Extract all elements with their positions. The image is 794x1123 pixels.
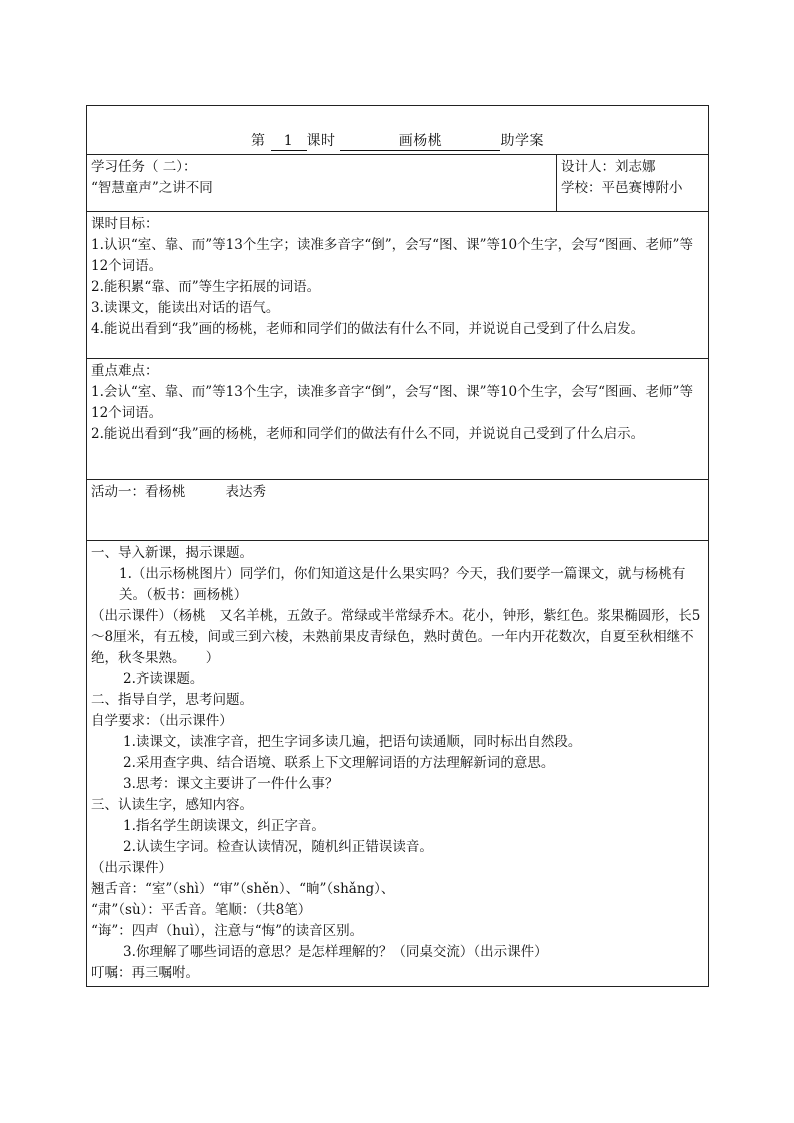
body-line: 1.指名学生朗读课文，纠正字音。 — [123, 818, 325, 834]
goal-item: 1.认识“室、靠、而”等13个生字；读准多音字“倒”，会写“图、课”等10个生字，会写“图画、老师”等12个词语。 — [91, 237, 693, 274]
activity-heading — [91, 482, 704, 503]
activity-label: 活动一：看杨桃 — [91, 484, 186, 500]
key-points-cell — [87, 359, 709, 480]
title-suffix: 助学案 — [500, 133, 544, 149]
lesson-number: 1 — [271, 132, 307, 151]
body-line: “肃”（sù）：平舌音。笔顺：（共8笔） — [91, 902, 312, 918]
body-line: （出示课件）（杨桃 又名羊桃，五敛子。常绿或半常绿乔木。花小，钟形，紫红色。浆果椭圆形，长5～8厘米，有五棱，间或三到六棱，未熟前果皮青绿色，熟时黄色。一年内开花数次，自夏至秋相继不绝，秋冬果熟。 ） — [91, 608, 701, 666]
key-point-item: 1.会认“室、靠、而”等13个生字，读准多音字“倒”，会写“图、课”等10个生字，会写“图画、老师”等12个词语。 — [91, 384, 693, 421]
activity-row — [87, 480, 709, 541]
key-points-heading: 重点难点： — [91, 363, 159, 379]
body-line: 1.（出示杨桃图片）同学们，你们知道这是什么果实吗？今天，我们要学一篇课文，就与杨桃有关。（板书：画杨桃） — [119, 566, 686, 603]
task-name: “智慧童声”之讲不同 — [91, 180, 213, 196]
body-line: （出示课件） — [91, 860, 172, 876]
body-line: 叮嘱：再三嘱咐。 — [91, 965, 199, 981]
goal-item: 4.能说出看到“我”画的杨桃，老师和同学们的做法有什么不同，并说说自己受到了什么启发。 — [91, 321, 645, 337]
body-lines — [91, 543, 704, 984]
activity-cell — [87, 480, 709, 541]
body-row — [87, 541, 709, 987]
body-line: 2.认读生字词。检查认读情况，随机纠正错误读音。 — [123, 839, 433, 855]
body-line: 3.思考：课文主要讲了一件什么事？ — [123, 776, 339, 792]
body-line: “诲”：四声（huì），注意与“悔”的读音区别。 — [91, 923, 364, 939]
lesson-title: 画杨桃 — [340, 132, 500, 151]
goals-cell — [87, 212, 709, 359]
goal-item: 2.能积累“靠、而”等生字拓展的词语。 — [91, 279, 321, 295]
task-row — [87, 155, 709, 212]
body-line: 翘舌音：“室”（shì）“审”（shěn）、“晌”（shǎng）、 — [91, 881, 395, 897]
goals-row — [87, 212, 709, 359]
goals-heading: 课时目标： — [91, 216, 159, 232]
body-line: 一、导入新课，揭示课题。 — [91, 545, 253, 561]
task-cell — [87, 155, 557, 212]
school-name: 学校：平邑赛博附小 — [561, 180, 683, 196]
body-line: 1.读课文，读准字音，把生字词多读几遍，把语句读通顺，同时标出自然段。 — [123, 734, 582, 750]
task-label: 学习任务（ 二）： — [91, 159, 197, 175]
body-line: 2.采用查字典、结合语境、联系上下文理解词语的方法理解新词的意思。 — [123, 755, 555, 771]
designer-name: 设计人：刘志娜 — [561, 159, 656, 175]
lesson-plan-page — [86, 105, 708, 987]
lesson-plan-table — [86, 105, 709, 987]
page-title — [251, 133, 544, 149]
body-line: 3.你理解了哪些词语的意思？是怎样理解的？（同桌交流）（出示课件） — [123, 944, 548, 960]
title-cell — [87, 106, 709, 155]
lesson-unit: 课时 — [306, 133, 336, 149]
title-row — [87, 106, 709, 155]
body-line: 二、指导自学，思考问题。 — [91, 692, 253, 708]
body-cell — [87, 541, 709, 987]
key-points-row — [87, 359, 709, 480]
body-line: 三、认读生字，感知内容。 — [91, 797, 253, 813]
goal-item: 3.读课文，能读出对话的语气。 — [91, 300, 280, 316]
key-point-item: 2.能说出看到“我”画的杨桃，老师和同学们的做法有什么不同，并说说自己受到了什么启示。 — [91, 426, 645, 442]
designer-cell — [557, 155, 709, 212]
body-line: 2.齐读课题。 — [123, 671, 204, 687]
activity-name: 表达秀 — [225, 484, 266, 500]
title-prefix: 第 — [251, 133, 266, 149]
body-line: 自学要求：（出示课件） — [91, 713, 233, 729]
